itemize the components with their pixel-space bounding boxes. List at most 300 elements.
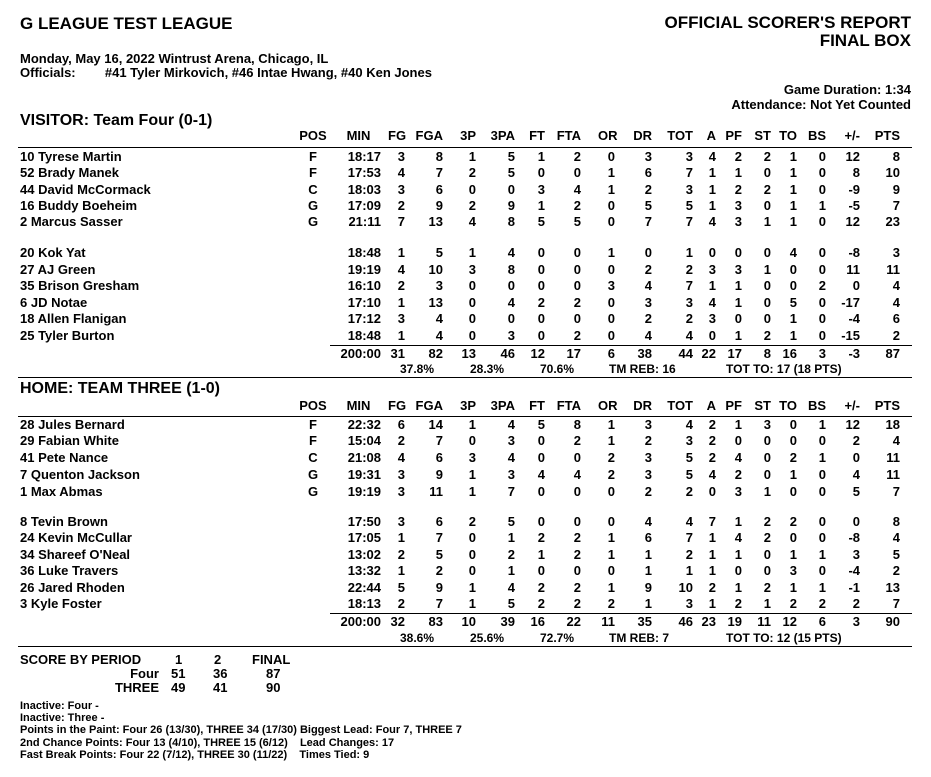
player-stat: 18:03 — [347, 182, 381, 197]
team-fg-pct: 37.8% — [400, 362, 435, 376]
col-header: PTS — [874, 398, 900, 413]
player-stat: 0 — [468, 328, 476, 343]
player-stat: 0 — [573, 311, 581, 326]
player-stat: 0 — [763, 165, 771, 180]
player-stat: 4 — [734, 450, 742, 465]
player-stat: 1 — [734, 165, 742, 180]
team-total: 22 — [566, 614, 581, 629]
player-stat: 5 — [685, 450, 693, 465]
team-title: VISITOR: Team Four (0-1) — [20, 112, 213, 129]
player-stat: 2 — [685, 547, 693, 562]
team-tm-reb: TM REB: 16 — [609, 362, 676, 376]
period-score: 36 — [213, 666, 228, 681]
player-stat: 4 — [892, 295, 900, 310]
player-stat: 4 — [892, 278, 900, 293]
player-stat: 3 — [507, 433, 515, 448]
player-stat: 0 — [789, 417, 797, 432]
player-stat: 0 — [607, 328, 615, 343]
player-stat: 2 — [607, 450, 615, 465]
team-total: 200:00 — [340, 614, 381, 629]
section-rule — [18, 377, 912, 378]
player-stat: 0 — [537, 433, 545, 448]
player-stat: 1 — [468, 417, 476, 432]
team-total: 82 — [428, 346, 443, 361]
header-rule — [18, 147, 912, 148]
player-stat: 2 — [892, 563, 900, 578]
player-stat: 5 — [789, 295, 797, 310]
player-stat: -4 — [848, 563, 860, 578]
team-total: 31 — [390, 346, 405, 361]
player-stat: 3 — [644, 295, 652, 310]
player-stat: 2 — [685, 262, 693, 277]
team-total: 12 — [782, 614, 797, 629]
player-stat: 5 — [507, 165, 515, 180]
player-stat: 0 — [763, 278, 771, 293]
player-stat: 0 — [507, 311, 515, 326]
team-ft-pct: 70.6% — [540, 362, 575, 376]
team-total: 8 — [763, 346, 771, 361]
player-stat: 2 — [468, 198, 476, 213]
game-note-line: Inactive: Four - — [20, 700, 99, 712]
player-stat: 2 — [435, 563, 443, 578]
player-stat: 0 — [573, 278, 581, 293]
player-stat: 5 — [507, 514, 515, 529]
player-stat: 0 — [468, 295, 476, 310]
player-name: 34 Shareef O'Neal — [20, 547, 131, 562]
totals-row — [0, 614, 931, 630]
team-total: 10 — [461, 614, 476, 629]
player-name: 26 Jared Rhoden — [20, 580, 125, 595]
player-stat: 2 — [818, 278, 826, 293]
player-stat: 2 — [734, 182, 742, 197]
player-stat: 1 — [818, 417, 826, 432]
player-stat: -8 — [848, 245, 860, 260]
player-stat: 0 — [852, 450, 860, 465]
player-name: 28 Jules Bernard — [20, 417, 125, 432]
player-stat: 8 — [435, 149, 443, 164]
officials-line — [20, 66, 432, 80]
player-stat: 5 — [435, 245, 443, 260]
player-stat: 1 — [644, 563, 652, 578]
player-stat: 2 — [573, 198, 581, 213]
player-row — [0, 182, 931, 198]
player-stat: -4 — [848, 311, 860, 326]
player-stat: 0 — [818, 262, 826, 277]
player-stat: 6 — [435, 514, 443, 529]
player-stat: 1 — [607, 580, 615, 595]
period-team: Four — [130, 666, 159, 681]
player-stat: 2 — [644, 262, 652, 277]
player-stat: 7 — [435, 433, 443, 448]
player-stat: 4 — [573, 182, 581, 197]
player-stat: 2 — [852, 596, 860, 611]
player-stat: 7 — [708, 514, 716, 529]
col-header: DR — [633, 398, 652, 413]
player-stat: 1 — [734, 295, 742, 310]
player-stat: 21:11 — [348, 214, 381, 229]
player-stat: 7 — [685, 530, 693, 545]
player-stat: 5 — [507, 149, 515, 164]
player-stat: 2 — [763, 530, 771, 545]
player-stat: 5 — [537, 214, 545, 229]
team-tot-to: TOT TO: 12 (15 PTS) — [726, 631, 842, 645]
player-stat: 2 — [685, 311, 693, 326]
player-stat: 0 — [607, 214, 615, 229]
col-header: BS — [807, 398, 826, 413]
player-stat: 0 — [537, 262, 545, 277]
player-stat: 1 — [537, 198, 545, 213]
player-stat: 1 — [789, 547, 797, 562]
player-stat: 0 — [537, 165, 545, 180]
player-row — [0, 214, 931, 230]
player-stat: 0 — [789, 530, 797, 545]
player-stat: 0 — [468, 547, 476, 562]
player-stat: 1 — [763, 596, 771, 611]
player-stat: 0 — [708, 245, 716, 260]
player-row — [0, 563, 931, 579]
player-stat: 1 — [607, 245, 615, 260]
player-stat: 16:10 — [347, 278, 381, 293]
player-stat: 18:13 — [347, 596, 381, 611]
player-stat: 7 — [892, 198, 900, 213]
player-pos: G — [307, 214, 319, 229]
player-stat: 1 — [397, 563, 405, 578]
player-stat: 1 — [734, 547, 742, 562]
attendance: Attendance: Not Yet Counted — [731, 97, 911, 112]
league-title: G LEAGUE TEST LEAGUE — [20, 14, 233, 33]
player-stat: 4 — [507, 450, 515, 465]
player-stat: 4 — [435, 328, 443, 343]
col-header: FTA — [556, 128, 581, 143]
player-stat: 1 — [789, 182, 797, 197]
player-stat: 2 — [763, 580, 771, 595]
player-stat: 0 — [468, 182, 476, 197]
player-stat: 3 — [397, 182, 405, 197]
player-stat: 6 — [644, 530, 652, 545]
player-stat: 17:12 — [347, 311, 381, 326]
player-stat: 2 — [573, 295, 581, 310]
player-name: 35 Brison Gresham — [20, 278, 140, 293]
player-stat: 18 — [885, 417, 900, 432]
player-stat: 1 — [734, 417, 742, 432]
team-title: HOME: TEAM THREE (1-0) — [20, 380, 220, 397]
col-header-pos: POS — [299, 398, 327, 413]
player-stat: 4 — [789, 245, 797, 260]
player-stat: 0 — [763, 467, 771, 482]
player-stat: 0 — [573, 563, 581, 578]
team-total: 90 — [885, 614, 900, 629]
player-stat: 4 — [685, 514, 693, 529]
player-stat: 3 — [507, 467, 515, 482]
player-stat: 0 — [607, 198, 615, 213]
player-stat: 4 — [708, 295, 716, 310]
player-stat: 11 — [429, 484, 443, 499]
player-stat: 7 — [892, 484, 900, 499]
player-stat: 11 — [886, 467, 900, 482]
player-stat: 17:05 — [347, 530, 381, 545]
player-stat: 2 — [818, 596, 826, 611]
player-stat: 7 — [435, 596, 443, 611]
player-stat: 0 — [763, 198, 771, 213]
player-stat: 2 — [644, 311, 652, 326]
player-stat: 5 — [892, 547, 900, 562]
player-stat: 1 — [734, 580, 742, 595]
section-rule — [18, 646, 912, 647]
player-stat: 2 — [734, 467, 742, 482]
player-stat: 1 — [818, 450, 826, 465]
player-pos: F — [309, 165, 317, 180]
player-stat: 12 — [845, 149, 860, 164]
player-pos: G — [307, 484, 319, 499]
player-stat: 2 — [573, 328, 581, 343]
player-stat: 7 — [435, 530, 443, 545]
player-row — [0, 262, 931, 278]
player-stat: -17 — [841, 295, 860, 310]
team-total: 39 — [500, 614, 515, 629]
player-stat: 3 — [685, 433, 693, 448]
player-stat: 1 — [708, 530, 716, 545]
player-stat: 13 — [885, 580, 900, 595]
player-stat: 1 — [789, 328, 797, 343]
player-stat: 2 — [573, 530, 581, 545]
player-stat: 1 — [507, 563, 515, 578]
player-stat: 1 — [818, 547, 826, 562]
col-header: TOT — [667, 128, 693, 143]
player-pos: C — [308, 182, 318, 197]
player-stat: 1 — [607, 547, 615, 562]
col-header: FGA — [415, 128, 443, 143]
col-header: OR — [598, 398, 618, 413]
col-header: FT — [529, 128, 545, 143]
player-stat: 4 — [573, 467, 581, 482]
player-stat: 0 — [468, 433, 476, 448]
player-stat: 17:09 — [347, 198, 381, 213]
player-stat: 4 — [468, 214, 476, 229]
player-row — [0, 245, 931, 261]
player-stat: 3 — [734, 262, 742, 277]
player-stat: 0 — [537, 278, 545, 293]
player-name: 52 Brady Manek — [20, 165, 119, 180]
player-pos: F — [309, 149, 317, 164]
player-stat: 1 — [789, 580, 797, 595]
player-stat: 18:48 — [347, 245, 381, 260]
player-stat: 0 — [507, 182, 515, 197]
player-stat: 3 — [397, 467, 405, 482]
game-notes — [20, 700, 462, 761]
player-stat: 10 — [428, 262, 443, 277]
player-stat: 0 — [607, 484, 615, 499]
player-name: 44 David McCormack — [20, 182, 151, 197]
player-stat: 0 — [789, 262, 797, 277]
player-stat: 1 — [708, 165, 716, 180]
player-stat: 2 — [397, 198, 405, 213]
player-stat: 15:04 — [347, 433, 381, 448]
player-stat: 1 — [468, 596, 476, 611]
period-score: 41 — [213, 680, 228, 695]
totals-row — [0, 346, 931, 362]
player-stat: 1 — [607, 530, 615, 545]
player-stat: 3 — [397, 149, 405, 164]
player-stat: 11 — [886, 262, 900, 277]
player-stat: 2 — [537, 295, 545, 310]
col-header: +/- — [844, 128, 860, 143]
player-stat: 13:32 — [347, 563, 381, 578]
player-name: 27 AJ Green — [20, 262, 96, 277]
player-stat: 2 — [537, 596, 545, 611]
player-stat: 4 — [685, 417, 693, 432]
player-stat: 0 — [468, 278, 476, 293]
player-stat: 8 — [507, 262, 515, 277]
player-stat: 3 — [734, 484, 742, 499]
player-stat: 0 — [789, 278, 797, 293]
player-stat: 0 — [852, 514, 860, 529]
player-stat: 3 — [644, 467, 652, 482]
player-stat: 2 — [644, 182, 652, 197]
player-stat: 0 — [537, 563, 545, 578]
player-stat: 2 — [708, 450, 716, 465]
game-info — [731, 82, 911, 112]
player-name: 6 JD Notae — [20, 295, 88, 310]
player-stat: 3 — [685, 149, 693, 164]
player-stat: 7 — [397, 214, 405, 229]
player-stat: 0 — [537, 484, 545, 499]
player-stat: 3 — [644, 149, 652, 164]
player-stat: 0 — [789, 433, 797, 448]
player-stat: 3 — [708, 311, 716, 326]
player-name: 18 Allen Flanigan — [20, 311, 127, 326]
player-stat: -1 — [848, 580, 860, 595]
player-stat: 0 — [763, 563, 771, 578]
player-stat: 7 — [685, 214, 693, 229]
team-total: 46 — [678, 614, 693, 629]
player-stat: 1 — [468, 580, 476, 595]
player-stat: 9 — [435, 467, 443, 482]
player-stat: 11 — [886, 450, 900, 465]
team-three-pct: 28.3% — [470, 362, 505, 376]
player-stat: 1 — [607, 165, 615, 180]
player-name: 7 Quenton Jackson — [20, 467, 140, 482]
team-total: 12 — [530, 346, 545, 361]
player-stat: 0 — [734, 245, 742, 260]
player-stat: 3 — [607, 278, 615, 293]
col-header: A — [706, 128, 716, 143]
col-header: OR — [598, 128, 618, 143]
game-note-line: Fast Break Points: Four 22 (7/12), THREE 30 (11/22) Times Tied: 9 — [20, 748, 370, 761]
player-stat: 1 — [685, 245, 693, 260]
player-stat: 4 — [397, 262, 405, 277]
player-stat: 0 — [818, 530, 826, 545]
player-stat: 2 — [573, 596, 581, 611]
player-stat: 6 — [435, 182, 443, 197]
player-pos: F — [309, 417, 317, 432]
player-row — [0, 149, 931, 165]
player-stat: 4 — [644, 278, 652, 293]
player-stat: 5 — [685, 198, 693, 213]
player-stat: 1 — [734, 514, 742, 529]
player-stat: 4 — [892, 433, 900, 448]
player-stat: 0 — [708, 328, 716, 343]
player-stat: 1 — [537, 149, 545, 164]
team-total: 200:00 — [340, 346, 381, 361]
player-stat: 3 — [892, 245, 900, 260]
player-stat: 1 — [789, 198, 797, 213]
player-stat: 7 — [507, 484, 515, 499]
player-stat: 2 — [763, 514, 771, 529]
player-stat: 1 — [397, 245, 405, 260]
col-header: FG — [388, 398, 407, 413]
team-total: 22 — [701, 346, 716, 361]
player-stat: 0 — [818, 165, 826, 180]
player-stat: 4 — [644, 328, 652, 343]
col-header: TO — [779, 128, 797, 143]
player-stat: 2 — [708, 580, 716, 595]
player-stat: 0 — [734, 311, 742, 326]
player-stat: 1 — [607, 182, 615, 197]
game-note-line: 2nd Chance Points: Four 13 (4/10), THREE 15 (6/12) Lead Changes: 17 — [20, 736, 395, 749]
player-stat: 1 — [708, 182, 716, 197]
player-stat: 0 — [607, 563, 615, 578]
player-stat: 5 — [852, 484, 860, 499]
game-note-line: Inactive: Three - — [20, 712, 105, 725]
team-total: 6 — [607, 346, 615, 361]
team-total: 32 — [390, 614, 405, 629]
game-meta — [20, 52, 432, 80]
player-stat: 9 — [892, 182, 900, 197]
player-stat: 6 — [644, 165, 652, 180]
col-header: DR — [633, 128, 652, 143]
report-title-block — [665, 14, 911, 50]
player-stat: 9 — [435, 198, 443, 213]
player-name: 25 Tyler Burton — [20, 328, 115, 343]
player-stat: 2 — [644, 484, 652, 499]
player-name: 10 Tyrese Martin — [20, 149, 122, 164]
player-stat: 1 — [734, 328, 742, 343]
player-stat: 1 — [763, 214, 771, 229]
player-stat: 13 — [428, 214, 443, 229]
team-total: 11 — [601, 614, 615, 629]
player-name: 1 Max Abmas — [20, 484, 103, 499]
player-stat: 1 — [789, 149, 797, 164]
team-total: 16 — [782, 346, 797, 361]
col-header: TO — [779, 398, 797, 413]
player-stat: 0 — [607, 262, 615, 277]
player-row — [0, 467, 931, 483]
player-stat: 1 — [685, 563, 693, 578]
player-stat: 10 — [678, 580, 693, 595]
player-stat: 19:19 — [347, 262, 381, 277]
player-stat: 2 — [573, 580, 581, 595]
player-stat: 5 — [573, 214, 581, 229]
col-header: PF — [725, 398, 742, 413]
player-stat: 7 — [685, 278, 693, 293]
team-total: 35 — [637, 614, 652, 629]
player-stat: 3 — [397, 484, 405, 499]
player-stat: 0 — [607, 149, 615, 164]
player-stat: 3 — [685, 182, 693, 197]
player-stat: 0 — [852, 278, 860, 293]
player-stat: 0 — [644, 245, 652, 260]
player-stat: 1 — [734, 278, 742, 293]
player-stat: 3 — [852, 547, 860, 562]
col-header: +/- — [844, 398, 860, 413]
player-stat: 2 — [607, 596, 615, 611]
player-stat: 1 — [507, 530, 515, 545]
player-stat: 0 — [818, 467, 826, 482]
player-stat: 3 — [468, 262, 476, 277]
column-header-row — [0, 128, 931, 144]
player-stat: 0 — [734, 563, 742, 578]
player-stat: 1 — [818, 198, 826, 213]
